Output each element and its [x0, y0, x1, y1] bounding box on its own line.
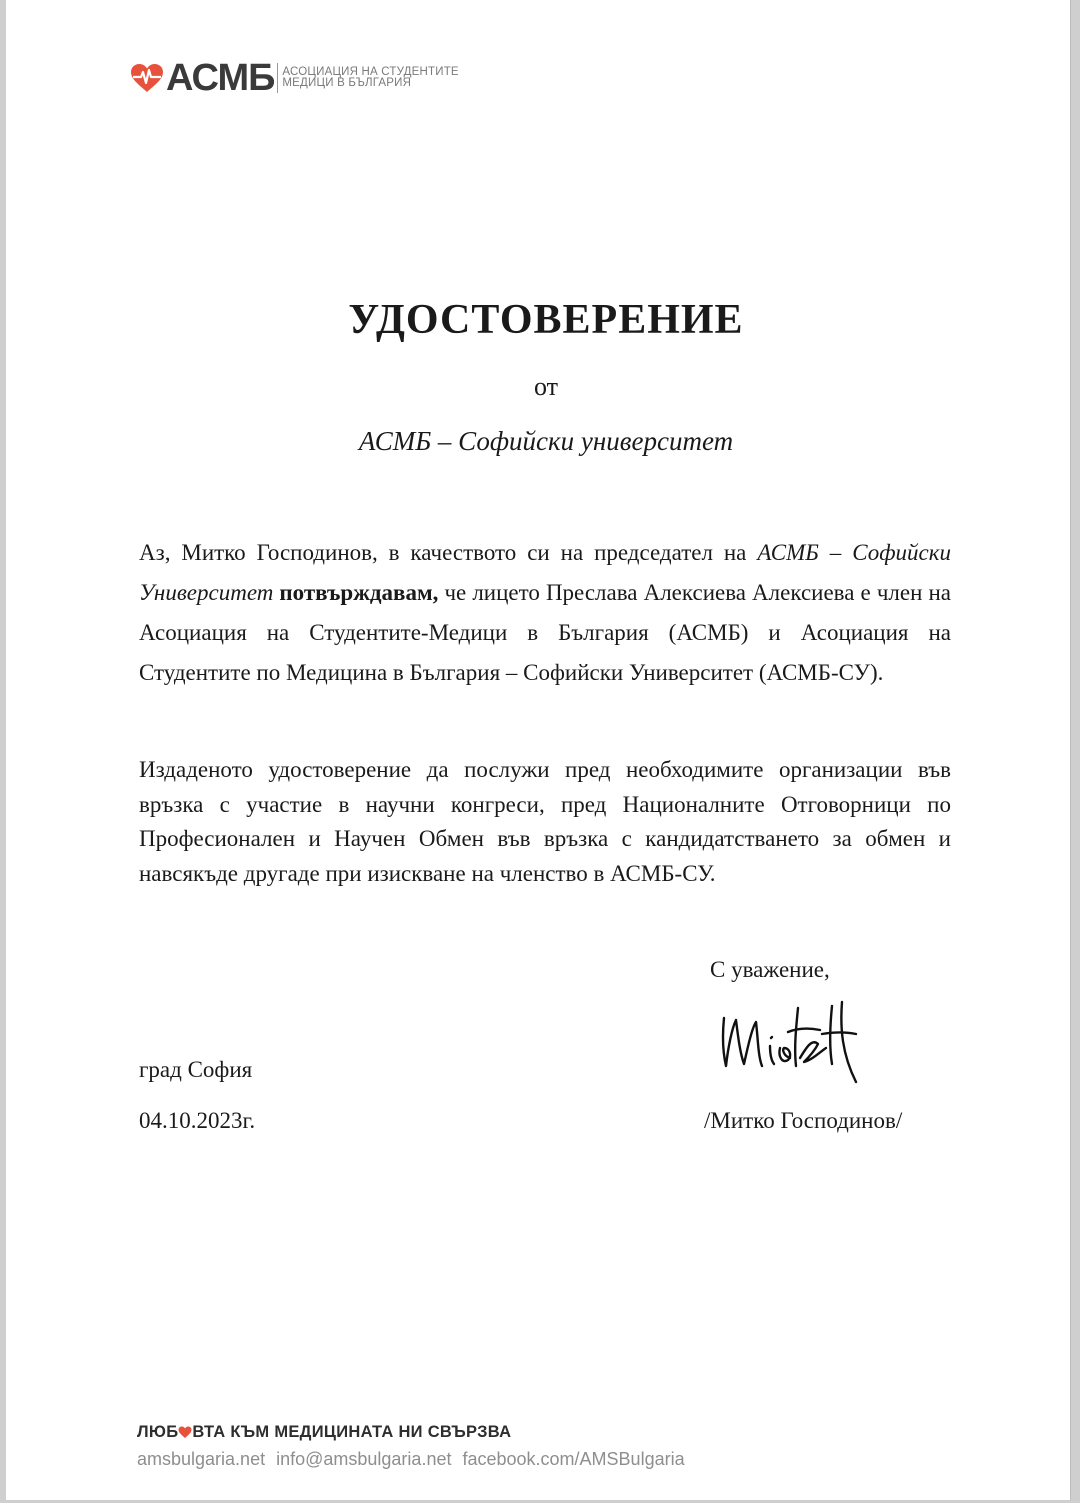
paragraph-intro: Аз, Митко Господинов, в качеството си на председател на — [139, 540, 758, 565]
facebook-link[interactable]: facebook.com/AMSBulgaria — [462, 1449, 685, 1469]
confirmation-bold: потвърждавам, — [273, 580, 439, 605]
organization-italic: АСМБ – Софийски Университет — [139, 540, 951, 605]
heart-icon — [178, 1426, 192, 1438]
document-title: УДОСТОВЕРЕНИЕ — [348, 297, 744, 343]
logo-subtitle-line2: МЕДИЦИ В БЪЛГАРИЯ — [282, 77, 412, 89]
paragraph-rest: че лицето Преслава Алексиева Алексиева е член на Асоциация на Студентите-Медици в България (АСМБ) и Асоциация на Студентите по Медицина в България – Софийски Университет (АСМБ-СУ). — [139, 580, 951, 685]
city-text: град София — [139, 1057, 253, 1082]
logo-wordmark: АСМБ — [166, 57, 275, 99]
closing-text: С уважение, — [710, 957, 830, 982]
logo-subtitle-line1: АСОЦИАЦИЯ НА СТУДЕНТИТЕ — [282, 65, 459, 78]
website-link[interactable]: amsbulgaria.net — [137, 1449, 266, 1469]
signer-name: /Митко Господинов/ — [704, 1108, 903, 1133]
logo-divider — [277, 63, 278, 93]
logo-subtitle — [282, 67, 458, 90]
heart-pulse-icon — [130, 63, 164, 93]
handwritten-signature — [714, 998, 874, 1088]
slogan-part2: ВТА КЪМ МЕДИЦИНАТА НИ СВЪРЗВА — [192, 1423, 512, 1441]
purpose-paragraph: Издаденото удостоверение да послужи пред необходимите организации във връзка с участие в научни конгреси, пред Националните Отговорници по Професионален и Научен Обмен във връзка с кандидатстването за обмен и навсякъде другаде при изискване на членство в АСМБ-СУ. — [139, 757, 951, 886]
footer-contacts — [137, 1449, 691, 1470]
membership-paragraph — [139, 533, 951, 693]
issuer-name: АСМБ – Софийски университет — [358, 426, 734, 456]
footer-slogan — [137, 1423, 511, 1442]
slogan-part1: ЛЮБ — [137, 1423, 179, 1441]
document-page — [6, 0, 1071, 1500]
issue-date: 04.10.2023г. — [139, 1108, 256, 1133]
from-label: от — [533, 372, 559, 401]
organization-logo — [130, 57, 459, 99]
email-link[interactable]: info@amsbulgaria.net — [276, 1449, 452, 1469]
